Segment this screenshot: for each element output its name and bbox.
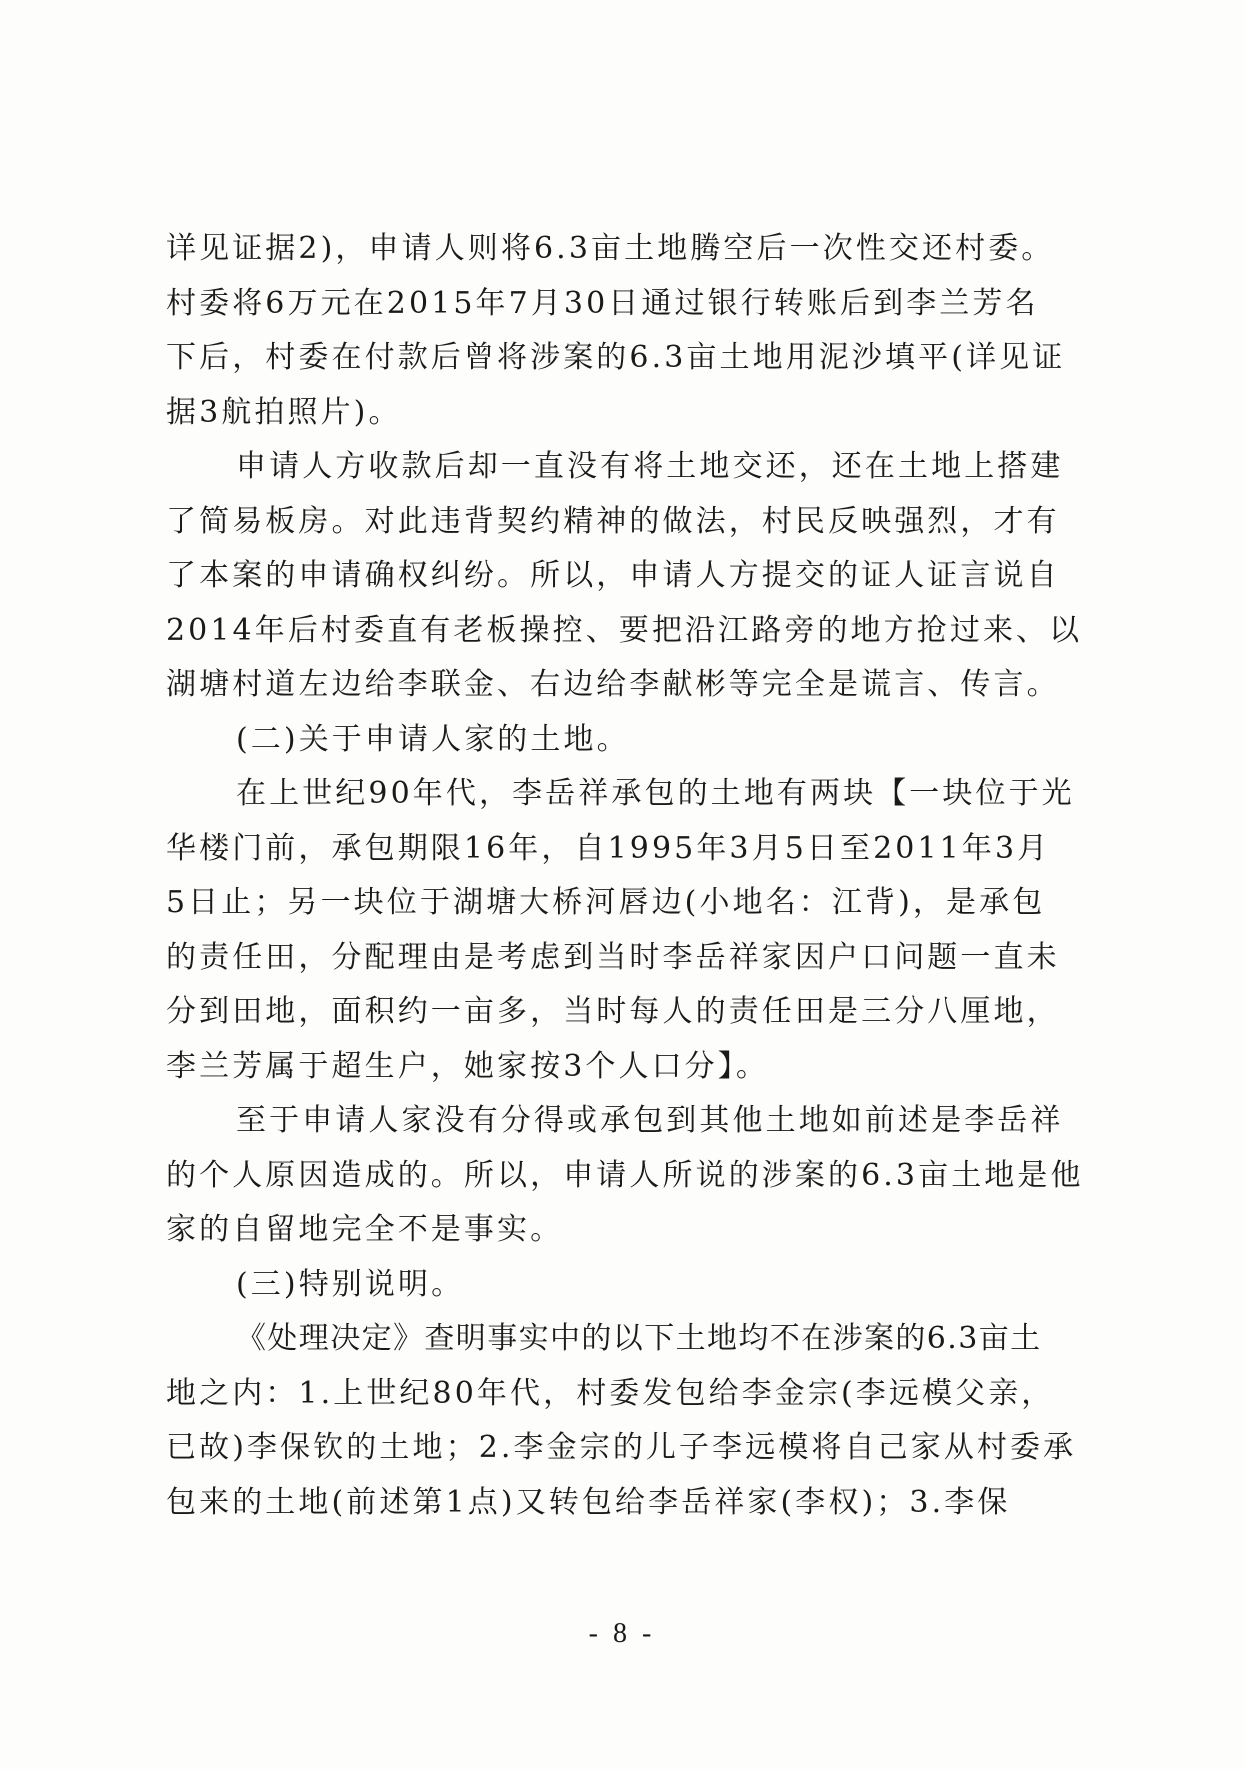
text-line: 5日止；另一块位于湖塘大桥河唇边(小地名：江背)，是承包 — [166, 885, 1046, 920]
text-line: (二)关于申请人家的土地。 — [236, 721, 630, 757]
text-line: 申请人方收款后却一直没有将土地交还，还在土地上搭建 — [236, 449, 1064, 484]
text-line: 详见证据2)，申请人则将6.3亩土地腾空后一次性交还村委。 — [166, 231, 1055, 266]
text-line: 的责任田，分配理由是考虑到当时李岳祥家因户口问题一直未 — [166, 939, 1060, 975]
text-line: 湖塘村道左边给李联金、右边给李献彬等完全是谎言、传言。 — [166, 667, 1060, 702]
document-body — [166, 222, 1086, 1530]
text-line: (三)特别说明。 — [236, 1266, 465, 1302]
text-line: 的个人原因造成的。所以，申请人所说的涉案的6.3亩土地是他 — [166, 1157, 1084, 1193]
text-line: 下后，村委在付款后曾将涉案的6.3亩土地用泥沙填平(详见证 — [166, 340, 1066, 375]
text-line: 地之内：1.上世纪80年代，村委发包给李金宗(李远模父亲， — [166, 1375, 1055, 1411]
text-line: 在上世纪90年代，李岳祥承包的土地有两块【一块位于光 — [236, 776, 1075, 811]
page-number: - 8 - — [588, 1618, 656, 1649]
text-line: 了简易板房。对此违背契约精神的做法，村民反映强烈，才有 — [166, 503, 1060, 539]
text-line: 村委将6万元在2015年7月30日通过银行转账后到李兰芳名 — [166, 285, 1039, 321]
text-line: 2014年后村委直有老板操控、要把沿江路旁的地方抢过来、以 — [166, 612, 1083, 648]
text-line: 已故)李保钦的土地；2.李金宗的儿子李远模将自己家从村委承 — [166, 1430, 1077, 1465]
text-line: 家的自留地完全不是事实。 — [166, 1212, 564, 1247]
text-line: 据3航拍照片)。 — [166, 394, 402, 430]
text-line: 分到田地，面积约一亩多，当时每人的责任田是三分八厘地， — [166, 994, 1060, 1029]
text-line: 李兰芳属于超生户，她家按3个人口分】。 — [166, 1048, 769, 1084]
text-line: 了本案的申请确权纠纷。所以，申请人方提交的证人证言说自 — [166, 558, 1060, 593]
text-line: 华楼门前，承包期限16年，自1995年3月5日至2011年3月 — [166, 830, 1051, 866]
text-line: 包来的土地(前述第1点)又转包给李岳祥家(李权)；3.李保 — [166, 1484, 1011, 1520]
text-line: 《处理决定》查明事实中的以下土地均不在涉案的6.3亩土 — [236, 1321, 1042, 1356]
text-line: 至于申请人家没有分得或承包到其他土地如前述是李岳祥 — [236, 1103, 1064, 1138]
